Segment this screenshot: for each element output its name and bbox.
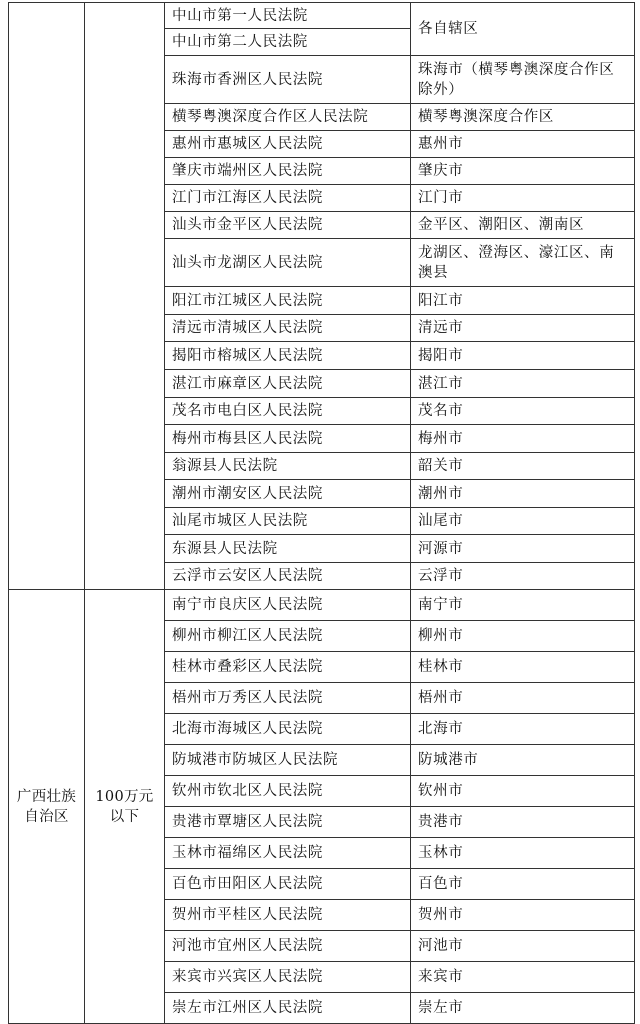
table-row bbox=[9, 590, 635, 621]
court-name-cell: 翁源县人民法院 bbox=[165, 453, 411, 480]
jurisdiction-cell: 防城港市 bbox=[411, 745, 635, 776]
jurisdiction-cell: 汕尾市 bbox=[411, 508, 635, 535]
court-name-cell: 来宾市兴宾区人民法院 bbox=[165, 962, 411, 993]
court-name-cell: 东源县人民法院 bbox=[165, 535, 411, 563]
jurisdiction-cell: 河池市 bbox=[411, 931, 635, 962]
court-name-cell: 桂林市叠彩区人民法院 bbox=[165, 652, 411, 683]
jurisdiction-cell: 南宁市 bbox=[411, 590, 635, 621]
court-name-cell: 汕头市龙湖区人民法院 bbox=[165, 239, 411, 287]
jurisdiction-cell: 梅州市 bbox=[411, 425, 635, 453]
amount-cell: 100万元以下 bbox=[85, 590, 165, 1024]
jurisdiction-cell: 惠州市 bbox=[411, 131, 635, 158]
court-name-cell: 江门市江海区人民法院 bbox=[165, 185, 411, 212]
jurisdiction-cell: 来宾市 bbox=[411, 962, 635, 993]
jurisdiction-cell: 云浮市 bbox=[411, 563, 635, 590]
jurisdiction-cell: 阳江市 bbox=[411, 287, 635, 315]
jurisdiction-cell: 金平区、潮阳区、潮南区 bbox=[411, 212, 635, 239]
table-body bbox=[9, 3, 635, 1024]
court-name-cell: 贵港市覃塘区人民法院 bbox=[165, 807, 411, 838]
court-name-cell: 防城港市防城区人民法院 bbox=[165, 745, 411, 776]
court-name-cell: 肇庆市端州区人民法院 bbox=[165, 158, 411, 185]
jurisdiction-cell: 贺州市 bbox=[411, 900, 635, 931]
amount-cell bbox=[85, 3, 165, 590]
court-name-cell: 横琴粤澳深度合作区人民法院 bbox=[165, 104, 411, 131]
court-name-cell: 百色市田阳区人民法院 bbox=[165, 869, 411, 900]
court-name-cell: 阳江市江城区人民法院 bbox=[165, 287, 411, 315]
court-name-cell: 惠州市惠城区人民法院 bbox=[165, 131, 411, 158]
jurisdiction-cell: 玉林市 bbox=[411, 838, 635, 869]
jurisdiction-cell: 各自辖区 bbox=[411, 3, 635, 56]
jurisdiction-cell: 钦州市 bbox=[411, 776, 635, 807]
table-row bbox=[9, 3, 635, 29]
court-name-cell: 中山市第二人民法院 bbox=[165, 29, 411, 56]
jurisdiction-cell: 珠海市（横琴粤澳深度合作区除外） bbox=[411, 56, 635, 104]
court-name-cell: 崇左市江州区人民法院 bbox=[165, 993, 411, 1024]
court-jurisdiction-table bbox=[8, 2, 635, 1024]
court-name-cell: 河池市宜州区人民法院 bbox=[165, 931, 411, 962]
court-name-cell: 潮州市潮安区人民法院 bbox=[165, 480, 411, 508]
court-name-cell: 茂名市电白区人民法院 bbox=[165, 398, 411, 425]
court-name-cell: 湛江市麻章区人民法院 bbox=[165, 370, 411, 398]
jurisdiction-cell: 茂名市 bbox=[411, 398, 635, 425]
province-cell: 广西壮族自治区 bbox=[9, 590, 85, 1024]
court-name-cell: 清远市清城区人民法院 bbox=[165, 315, 411, 342]
province-cell bbox=[9, 3, 85, 590]
court-name-cell: 云浮市云安区人民法院 bbox=[165, 563, 411, 590]
court-name-cell: 柳州市柳江区人民法院 bbox=[165, 621, 411, 652]
jurisdiction-cell: 柳州市 bbox=[411, 621, 635, 652]
jurisdiction-cell: 韶关市 bbox=[411, 453, 635, 480]
court-name-cell: 珠海市香洲区人民法院 bbox=[165, 56, 411, 104]
court-name-cell: 北海市海城区人民法院 bbox=[165, 714, 411, 745]
jurisdiction-cell: 江门市 bbox=[411, 185, 635, 212]
court-name-cell: 南宁市良庆区人民法院 bbox=[165, 590, 411, 621]
court-name-cell: 梅州市梅县区人民法院 bbox=[165, 425, 411, 453]
jurisdiction-cell: 河源市 bbox=[411, 535, 635, 563]
jurisdiction-cell: 横琴粤澳深度合作区 bbox=[411, 104, 635, 131]
jurisdiction-cell: 崇左市 bbox=[411, 993, 635, 1024]
jurisdiction-cell: 龙湖区、澄海区、濠江区、南澳县 bbox=[411, 239, 635, 287]
court-name-cell: 中山市第一人民法院 bbox=[165, 3, 411, 29]
court-name-cell: 玉林市福绵区人民法院 bbox=[165, 838, 411, 869]
jurisdiction-cell: 桂林市 bbox=[411, 652, 635, 683]
court-name-cell: 揭阳市榕城区人民法院 bbox=[165, 342, 411, 370]
jurisdiction-cell: 百色市 bbox=[411, 869, 635, 900]
court-name-cell: 贺州市平桂区人民法院 bbox=[165, 900, 411, 931]
jurisdiction-cell: 贵港市 bbox=[411, 807, 635, 838]
court-name-cell: 汕尾市城区人民法院 bbox=[165, 508, 411, 535]
jurisdiction-cell: 肇庆市 bbox=[411, 158, 635, 185]
jurisdiction-cell: 北海市 bbox=[411, 714, 635, 745]
court-name-cell: 钦州市钦北区人民法院 bbox=[165, 776, 411, 807]
court-name-cell: 梧州市万秀区人民法院 bbox=[165, 683, 411, 714]
jurisdiction-cell: 揭阳市 bbox=[411, 342, 635, 370]
court-name-cell: 汕头市金平区人民法院 bbox=[165, 212, 411, 239]
jurisdiction-cell: 清远市 bbox=[411, 315, 635, 342]
jurisdiction-cell: 湛江市 bbox=[411, 370, 635, 398]
jurisdiction-cell: 梧州市 bbox=[411, 683, 635, 714]
jurisdiction-cell: 潮州市 bbox=[411, 480, 635, 508]
